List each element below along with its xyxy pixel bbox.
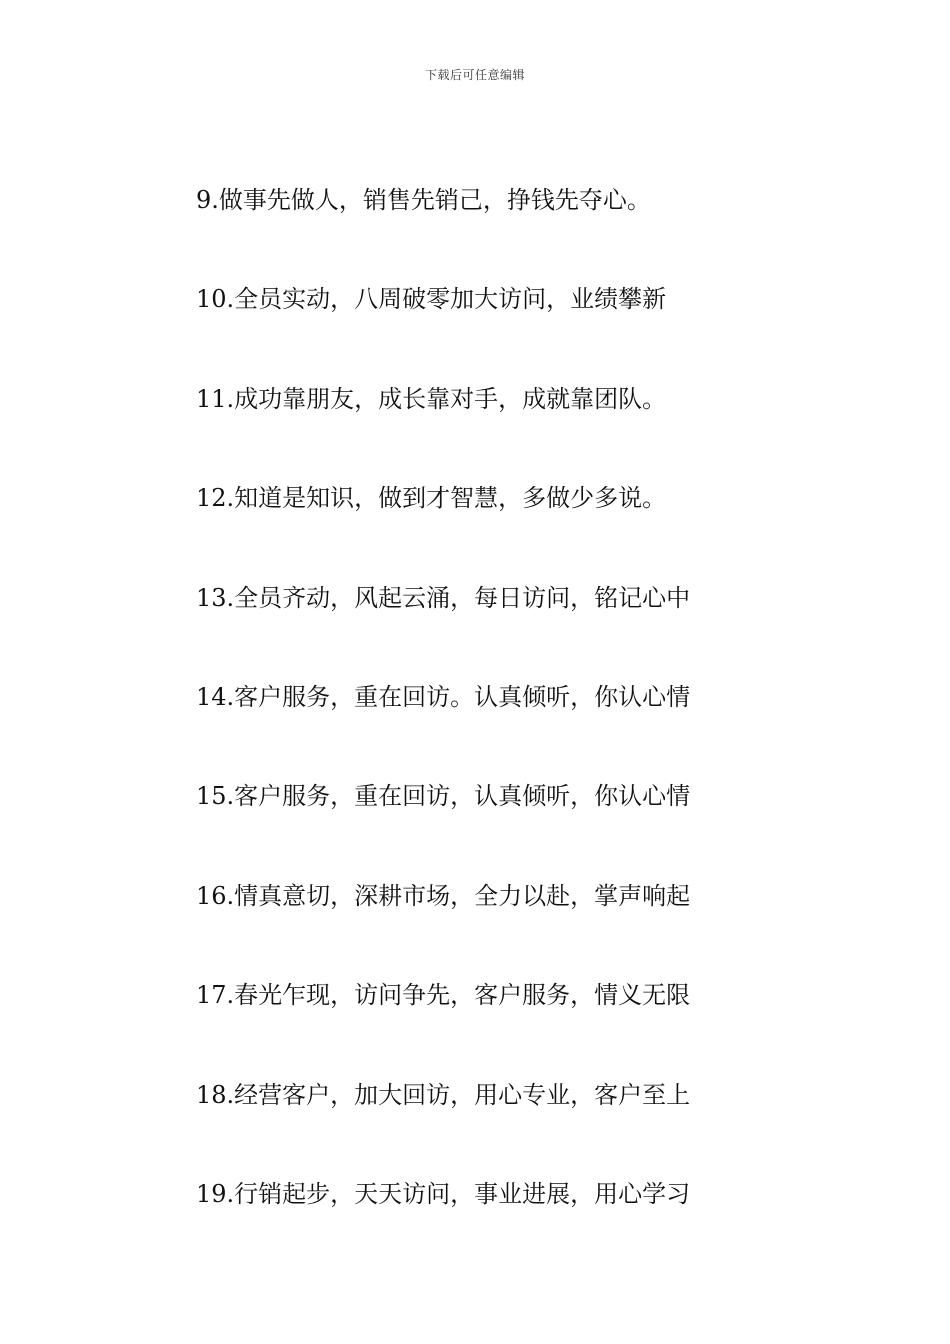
slogan-line-10: 10.全员实动，八周破零加大访问，业绩攀新 bbox=[196, 285, 667, 314]
slogan-line-11: 11.成功靠朋友，成长靠对手，成就靠团队。 bbox=[196, 384, 667, 413]
slogan-line-12: 12.知道是知识，做到才智慧，多做少多说。 bbox=[196, 484, 667, 513]
slogan-line-18: 18.经营客户，加大回访，用心专业，客户至上 bbox=[196, 1080, 691, 1109]
slogan-line-9: 9.做事先做人，销售先销己，挣钱先夺心。 bbox=[196, 186, 651, 214]
slogan-list bbox=[196, 180, 896, 1273]
slogan-line-19: 19.行销起步，天天访问，事业进展，用心学习 bbox=[196, 1179, 691, 1208]
slogan-line-13: 13.全员齐动，风起云涌，每日访问，铭记心中 bbox=[196, 583, 691, 612]
slogan-line-17: 17.春光乍现，访问争先，客户服务，情义无限 bbox=[196, 981, 691, 1010]
slogan-line-15: 15.客户服务，重在回访，认真倾听，你认心情 bbox=[196, 782, 691, 811]
slogan-line-16: 16.情真意切，深耕市场，全力以赴，掌声响起 bbox=[196, 881, 691, 910]
slogan-line-14: 14.客户服务，重在回访。认真倾听，你认心情 bbox=[196, 682, 691, 711]
page-header: 下载后可任意编辑 bbox=[424, 68, 525, 82]
